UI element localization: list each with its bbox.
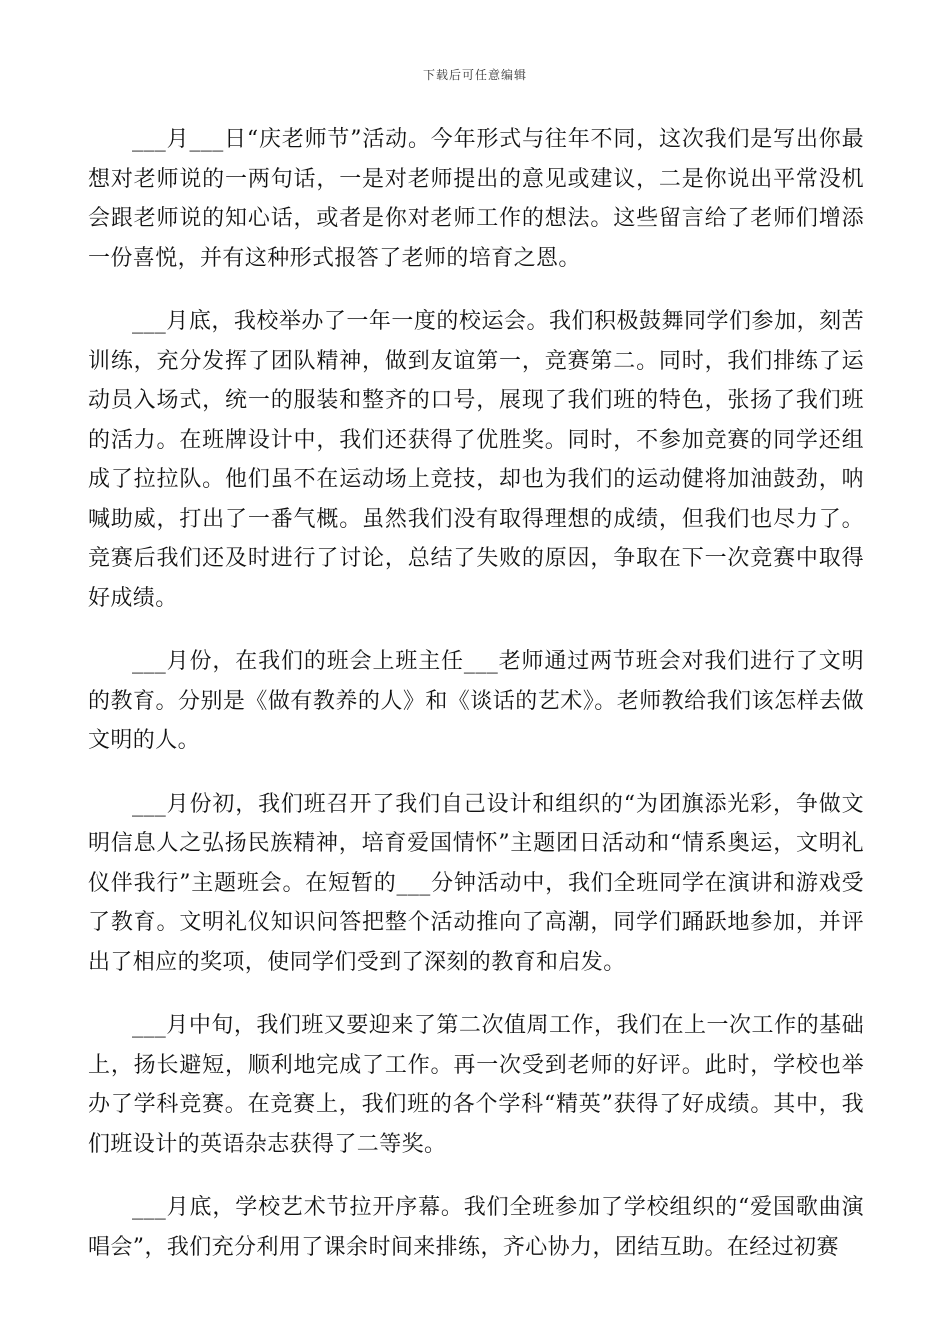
page-header-note: 下载后可任意编辑 bbox=[422, 68, 527, 82]
paragraph-teachers-day: ___月___日“庆老师节”活动。今年形式与往年不同，这次我们是写出你最想对老师说的一两句话，一是对老师提出的意见或建议，二是你说出平常没机会跟老师说的知心话，或者是你对老师工作的想法。这些留言给了老师们增添一份喜悦，并有这种形式报答了老师的培育之恩。 bbox=[88, 127, 864, 271]
paragraph-league-day-activity: ___月份初，我们班召开了我们自己设计和组织的“为团旗添光彩，争做文明信息人之弘扬民族精神，培育爱国情怀”主题团日活动和“情系奥运，文明礼仪伴我行”主题班会。在短暂的___分钟活动中，我们全班同学在演讲和游戏受了教育。文明礼仪知识问答把整个活动推向了高潮，同学们踊跃地参加，并评出了相应的奖项，使同学们受到了深刻的教育和启发。 bbox=[88, 791, 864, 975]
paragraph-duty-week-and-contest: ___月中旬，我们班又要迎来了第二次值周工作，我们在上一次工作的基础上，扬长避短，顺利地完成了工作。再一次受到老师的好评。此时，学校也举办了学科竞赛。在竞赛上，我们班的各个学科“精英”获得了好成绩。其中，我们班设计的英语杂志获得了二等奖。 bbox=[88, 1013, 864, 1157]
paragraph-sports-meet: ___月底，我校举办了一年一度的校运会。我们积极鼓舞同学们参加，刻苦训练，充分发挥了团队精神，做到友谊第一，竞赛第二。同时，我们排练了运动员入场式，统一的服装和整齐的口号，展现了我们班的特色，张扬了我们班的活力。在班牌设计中，我们还获得了优胜奖。同时，不参加竞赛的同学还组成了拉拉队。他们虽不在运动场上竞技，却也为我们的运动健将加油鼓劲，呐喊助威，打出了一番气概。虽然我们没有取得理想的成绩，但我们也尽力了。竞赛后我们还及时进行了讨论，总结了失败的原因，争取在下一次竞赛中取得好成绩。 bbox=[88, 309, 864, 611]
document-body bbox=[88, 120, 864, 1291]
paragraph-art-festival: ___月底，学校艺术节拉开序幕。我们全班参加了学校组织的“爱国歌曲演唱会”，我们充分利用了课余时间来排练，齐心协力，团结互助。在经过初赛 bbox=[88, 1195, 864, 1260]
paragraph-civility-class-meeting: ___月份，在我们的班会上班主任___老师通过两节班会对我们进行了文明的教育。分别是《做有教养的人》和《谈话的艺术》。老师教给我们该怎样去做文明的人。 bbox=[88, 649, 864, 753]
